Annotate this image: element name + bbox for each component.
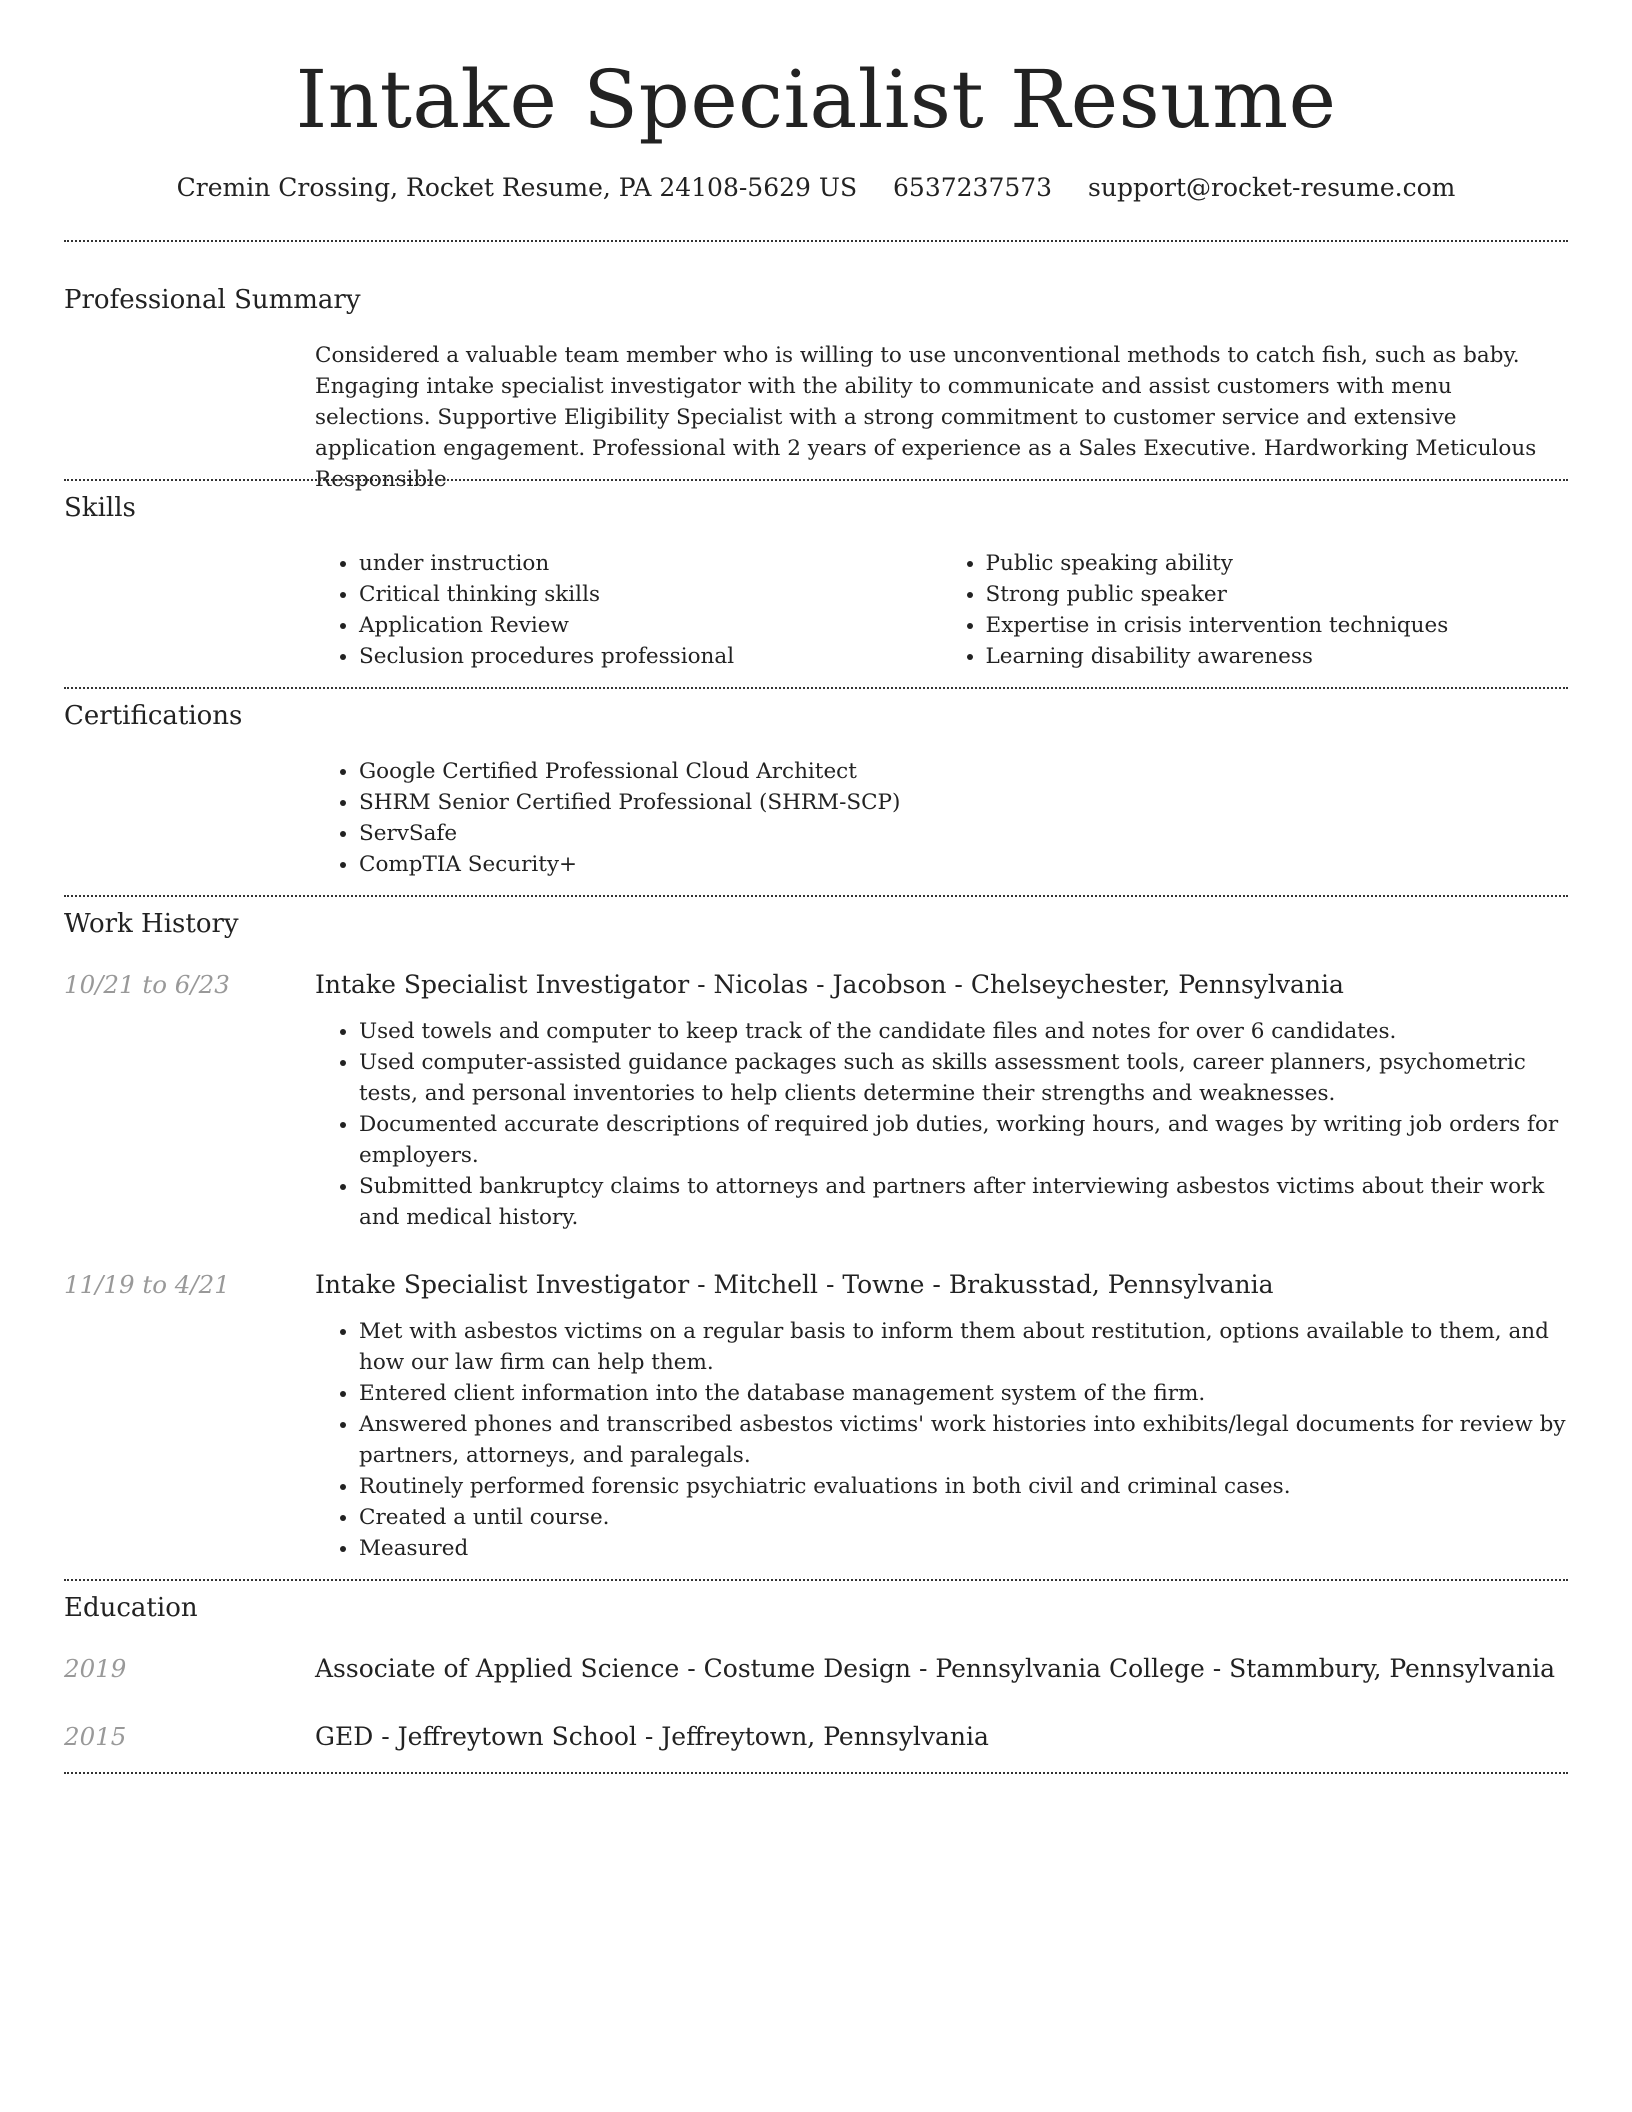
contact-phone: 6537237573 (893, 173, 1053, 202)
job-bullets (315, 1016, 1568, 1233)
section-divider (64, 895, 1568, 897)
job-bullet: • Answered phones and transcribed asbestos victims' work histories into exhibits/legal documents for review by partners, attorneys, and paralegals. (359, 1409, 1568, 1471)
job-bullet: • Entered client information into the database management system of the firm. (359, 1378, 1568, 1409)
job-bullet: • Routinely performed forensic psychiatric evaluations in both civil and criminal cases. (359, 1471, 1568, 1502)
job-title: Intake Specialist Investigator - Nicolas - Jacobson - Chelseychester, Pennsylvania (315, 970, 1344, 999)
section-divider (64, 1579, 1568, 1581)
job-bullet: • Submitted bankruptcy claims to attorneys and partners after interviewing asbestos victims about their work and medical history. (359, 1171, 1568, 1233)
education-title: GED - Jeffreytown School - Jeffreytown, Pennsylvania (315, 1722, 989, 1751)
job-dates: 11/19 to 4/21 (64, 1270, 230, 1299)
education-year: 2015 (64, 1722, 127, 1751)
contact-line (64, 170, 1568, 206)
job-bullet: • Used computer-assisted guidance packages such as skills assessment tools, career planners, psychometric tests, and personal inventories to help clients determine their strengths and weaknesses. (359, 1047, 1568, 1109)
job-bullet: • Measured (359, 1533, 1568, 1564)
education-year: 2019 (64, 1654, 127, 1683)
certification-item: • Google Certified Professional Cloud Architect (359, 756, 1568, 787)
summary-heading: Professional Summary (64, 285, 361, 315)
summary-text: Considered a valuable team member who is willing to use unconventional methods to catch fish, such as baby. Engaging intake specialist investigator with the ability to communicate and assist customers with menu selections. Supportive Eligibility Specialist with a strong commitment to customer service and extensive application engagement. Professional with 2 years of experience as a Sales Executive. Hardworking Meticulous Responsible (315, 343, 1537, 492)
section-divider (64, 1772, 1568, 1774)
job-entry (315, 968, 1568, 1233)
certifications-section (315, 756, 1568, 880)
certification-item: • ServSafe (359, 818, 1568, 849)
education-entry (315, 1652, 1568, 1686)
skill-item: • under instruction (359, 548, 942, 579)
section-divider (64, 479, 1568, 481)
contact-address: Cremin Crossing, Rocket Resume, PA 24108-5629 US (176, 173, 858, 202)
job-bullet: • Created a until course. (359, 1502, 1568, 1533)
skill-item: • Critical thinking skills (359, 579, 942, 610)
skills-heading: Skills (64, 493, 136, 523)
resume-title: Intake Specialist Resume (295, 53, 1337, 146)
job-bullet: • Met with asbestos victims on a regular basis to inform them about restitution, options available to them, and how our law firm can help them. (359, 1316, 1568, 1378)
skill-item: • Learning disability awareness (986, 641, 1569, 672)
certifications-heading: Certifications (64, 701, 243, 731)
job-bullet: • Documented accurate descriptions of required job duties, working hours, and wages by writing job orders for employers. (359, 1109, 1568, 1171)
job-bullet: • Used towels and computer to keep track of the candidate files and notes for over 6 candidates. (359, 1016, 1568, 1047)
contact-email[interactable]: support@rocket-resume.com (1088, 173, 1456, 202)
section-divider (64, 240, 1568, 242)
skill-item: • Application Review (359, 610, 942, 641)
skill-item: • Strong public speaker (986, 579, 1569, 610)
certifications-list (315, 756, 1568, 880)
job-entry (315, 1268, 1568, 1564)
section-divider (64, 687, 1568, 689)
skill-item: • Expertise in crisis intervention techniques (986, 610, 1569, 641)
skill-item: • Public speaking ability (986, 548, 1569, 579)
certification-item: • SHRM Senior Certified Professional (SHRM-SCP) (359, 787, 1568, 818)
skills-list-right (942, 548, 1569, 672)
education-entry (315, 1720, 1568, 1754)
summary-section (315, 340, 1568, 495)
work-history-heading: Work History (64, 909, 239, 939)
education-heading: Education (64, 1593, 198, 1623)
job-title: Intake Specialist Investigator - Mitchell - Towne - Brakusstad, Pennsylvania (315, 1270, 1274, 1299)
job-bullets (315, 1316, 1568, 1564)
skills-section (315, 548, 1568, 672)
skills-list-left (315, 548, 942, 672)
job-dates: 10/21 to 6/23 (64, 970, 230, 999)
education-title: Associate of Applied Science - Costume Design - Pennsylvania College - Stammbury, Pennsylvania (315, 1654, 1556, 1683)
skill-item: • Seclusion procedures professional (359, 641, 942, 672)
certification-item: • CompTIA Security+ (359, 849, 1568, 880)
